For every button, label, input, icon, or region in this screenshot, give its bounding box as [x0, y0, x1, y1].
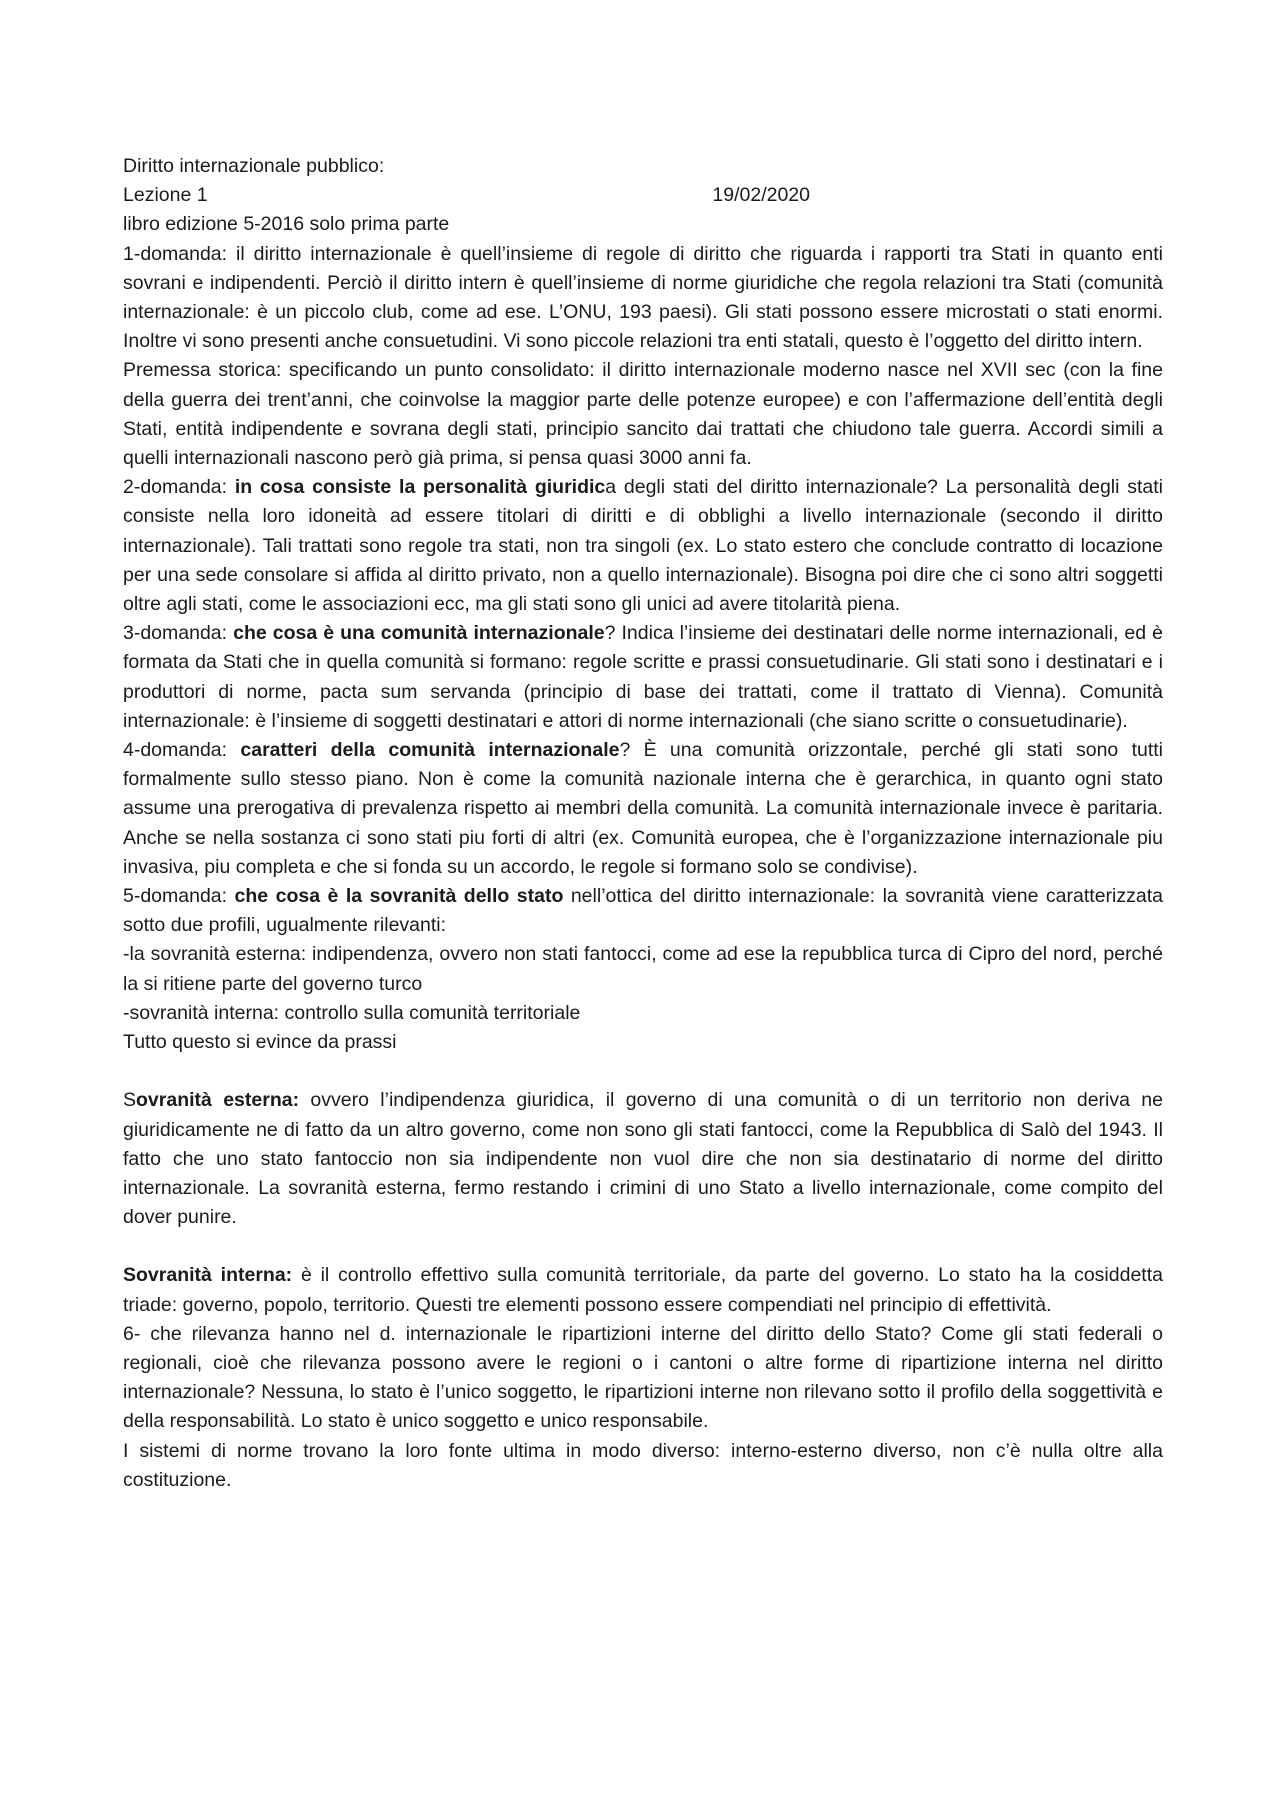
question-prefix: 3-domanda:	[123, 622, 234, 645]
paragraph-internal-sovereignty	[123, 1261, 1163, 1319]
document-title: Diritto internazionale pubblico:	[123, 155, 385, 177]
question-bold: in cosa consiste la personalità giuridic	[234, 476, 606, 499]
question-bold: che cosa è la sovranità dello stato	[234, 885, 564, 908]
paragraph-historical-premise: Premessa storica: specificando un punto consolidato: il diritto internazionale moderno nasce nel XVII sec (con la fine della guerra dei trent’anni, che coinvolse la maggior parte delle potenze europee) e con l’affermazione dell’entità degli Stati, entità indipendente e sovrana degli stati, principio sancito dai trattati che chiudono tale guerra. Accordi simili a quelli internazionali nascono però già prima, si pensa quasi 3000 anni fa.	[123, 359, 1163, 470]
paragraph-external-sovereignty	[123, 1086, 1163, 1232]
question-bold: che cosa è una comunità internazionale	[233, 622, 605, 645]
paragraph-question-1: 1-domanda: il diritto internazionale è quell’insieme di regole di diritto che riguarda i rapporti tra Stati in quanto enti sovrani e indipendenti. Perciò il diritto intern è quell’insieme di norme giuridiche che regola relazioni tra Stati (comunità internazionale: è un piccolo club, come ad ese. L’ONU, 193 paesi). Gli stati possono essere microstati o stati enormi. Inoltre vi sono presenti anche consuetudini. Vi sono piccole relazioni tra enti statali, questo è l’oggetto del diritto intern.	[123, 242, 1163, 353]
lesson-line	[123, 181, 1163, 210]
paragraph-question-6: 6- che rilevanza hanno nel d. internazionale le ripartizioni interne del diritto dello Stato? Come gli stati federali o regionali, cioè che rilevanza possono avere le regioni o i cantoni o altre forme di ripartizione interna nel diritto internazionale? Nessuna, lo stato è l’unico soggetto, le ripartizioni interne non rilevano sotto il profilo della soggettività e della responsabilità. Lo stato è unico soggetto e unico responsabile.	[123, 1322, 1163, 1433]
heading-bold: Sovranità interna:	[123, 1264, 293, 1287]
question-prefix: 5-domanda:	[123, 885, 235, 908]
paragraph-question-2	[123, 473, 1163, 619]
heading-lead-letter: S	[123, 1089, 137, 1112]
paragraph-question-4	[123, 736, 1163, 882]
list-item-internal-sovereignty: -sovranità interna: controllo sulla comunità territoriale	[123, 1001, 581, 1024]
blank-line	[123, 1057, 1163, 1086]
paragraph-question-3	[123, 619, 1163, 736]
question-text: a degli stati del diritto internazionale? La personalità degli stati consiste nella loro idoneità ad essere titolari di diritti e di obblighi a livello internazionale (secondo il diritto internazionale). Tali trattati sono regole tra stati, non tra singoli (ex. Lo stato estero che conclude contratto di locazione per una sede consolare si affida al diritto privato, non a quello internazionale). Bisogna poi dire che ci sono altri soggetti oltre agli stati, come le associazioni ecc, ma gli stati sono gli unici ad avere titolarità piena.	[123, 476, 1163, 616]
question-text: nell’ottica del diritto internazionale: la sovranità viene caratterizzata sotto due profili, ugualmente rilevanti:	[123, 885, 1163, 937]
question-bold: caratteri della comunità internazionale	[240, 739, 620, 762]
question-text: ? Indica l’insieme dei destinatari delle norme internazionali, ed è formata da Stati che in quella comunità si formano: regole scritte e prassi consuetudinarie. Gli stati sono i destinatari e i produttori di norme, pacta sum servanda (principio di base dei trattati, come il trattato di Vienna). Comunità internazionale: è l’insieme di soggetti destinatari e attori di norme internazionali (che siano scritte o consuetudinarie).	[123, 622, 1163, 732]
list-item-external-sovereignty: -la sovranità esterna: indipendenza, ovvero non stati fantocci, come ad ese la repubblica turca di Cipro del nord, perché la si ritiene parte del governo turco	[123, 943, 1163, 995]
paragraph-norm-systems: I sistemi di norme trovano la loro fonte ultima in modo diverso: interno-esterno diverso, non c’è nulla oltre alla costituzione.	[123, 1439, 1163, 1491]
book-note: libro edizione 5-2016 solo prima parte	[123, 213, 450, 236]
blank-line	[123, 1232, 1163, 1261]
paragraph-question-5	[123, 882, 1163, 940]
paragraph-text: ovvero l’indipendenza giuridica, il governo di una comunità o di un territorio non deriva ne giuridicamente ne di fatto da un altro governo, come non sono gli stati fantocci, come la Repubblica di Salò del 1943. Il fatto che uno stato fantoccio non sia indipendente non vuol dire che non sia destinatario di norme del diritto internazionale. La sovranità esterna, fermo restando i crimini di uno Stato a livello internazionale, come compito del dover punire.	[123, 1089, 1163, 1229]
paragraph-practice-note: Tutto questo si evince da prassi	[123, 1031, 397, 1054]
lesson-label: Lezione 1	[123, 184, 208, 207]
heading-bold: ovranità esterna:	[136, 1089, 300, 1112]
question-text: ? È una comunità orizzontale, perché gli stati sono tutti formalmente sullo stesso piano. Non è come la comunità nazionale interna che è gerarchica, in quanto ogni stato assume una prerogativa di prevalenza rispetto ai membri della comunità. La comunità internazionale invece è paritaria. Anche se nella sostanza ci sono stati piu forti di altri (ex. Comunità europea, che è l’organizzazione internazionale piu invasiva, piu completa e che si fonda su un accordo, le regole si formano solo se condivise).	[123, 739, 1163, 878]
question-prefix: 2-domanda:	[123, 476, 235, 499]
lesson-date: 19/02/2020	[712, 184, 810, 207]
question-prefix: 4-domanda:	[123, 739, 241, 762]
document-page	[123, 152, 1163, 1495]
paragraph-text: è il controllo effettivo sulla comunità territoriale, da parte del governo. Lo stato ha la cosiddetta triade: governo, popolo, territorio. Questi tre elementi possono essere compendiati nel principio di effettività.	[123, 1264, 1163, 1316]
